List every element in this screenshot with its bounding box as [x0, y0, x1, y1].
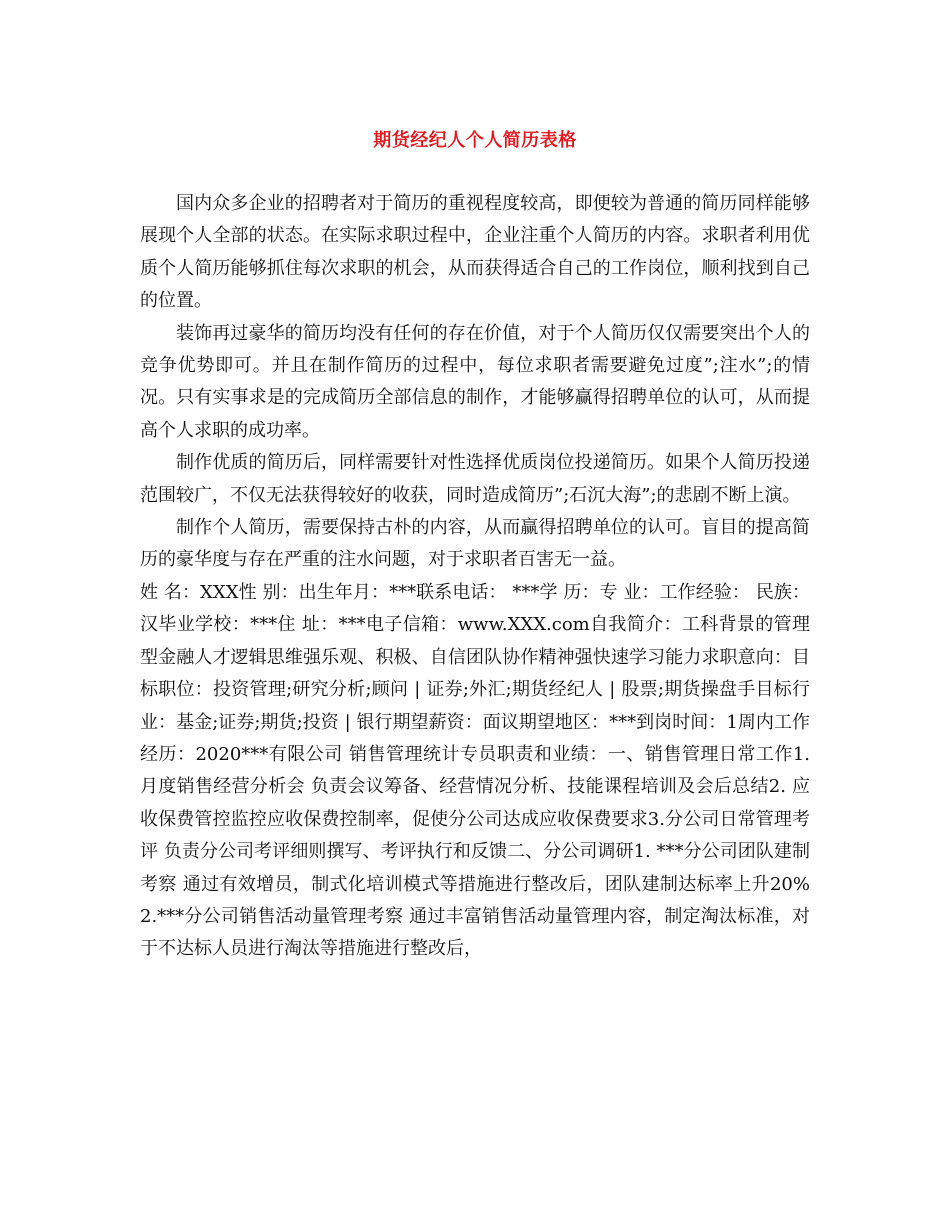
paragraph-decoration: 装饰再过豪华的简历均没有任何的存在价值，对于个人简历仅仅需要突出个人的竞争优势即可。并且在制作简历的过程中，每位求职者需要避免过度”;注水”;的情况。只有实事求是的完成简历全部信息的制作，才能够赢得招聘单位的认可，从而提高个人求职的成功率。 [140, 322, 810, 441]
resume-details: 姓 名：XXX性 别：出生年月：***联系电话： ***学 历：专 业：工作经验： 民族：汉毕业学校：***住 址：***电子信箱：www.XXX.com自我简介：工科背景的管理型金融人才逻辑思维强乐观、积极、自信团队协作精神强快速学习能力求职意向：目标职位：投资管理;研究分析;顾问 | 证券;外汇;期货经纪人 | 股票;期货操盘手目标行业：基金;证券;期货;投资 | 银行期望薪资：面议期望地区：***到岗时间：1周内工作经历：2020***有限公司 销售管理统计专员职责和业绩：一、销售管理日常工作1.月度销售经营分析会 负责会议筹备、经营情况分析、技能课程培训及会后总结2. 应收保费管控监控应收保费控制率，促使分公司达成应收保费要求3.分公司日常管理考评 负责分公司考评细则撰写、考评执行和反馈二、分公司调研1. ***分公司团队建制考察 通过有效增员，制式化培训模式等措施进行整改后，团队建制达标率上升20% 2.***分公司销售活动量管理考察 通过丰富销售活动量管理内容，制定淘汰标准，对于不达标人员进行淘汰等措施进行整改后， [140, 581, 810, 960]
document-body [140, 188, 810, 966]
page-title: 期货经纪人个人简历表格 [373, 130, 577, 151]
paragraph-simplicity: 制作个人简历，需要保持古朴的内容，从而赢得招聘单位的认可。盲目的提高简历的豪华度与存在严重的注水问题，对于求职者百害无一益。 [140, 517, 810, 571]
paragraph-intro: 国内众多企业的招聘者对于简历的重视程度较高，即便较为普通的简历同样能够展现个人全部的状态。在实际求职过程中，企业注重个人简历的内容。求职者利用优质个人简历能够抓住每次求职的机会，从而获得适合自己的工作岗位，顺利找到自己的位置。 [140, 193, 810, 312]
paragraph-targeting: 制作优质的简历后，同样需要针对性选择优质岗位投递简历。如果个人简历投递范围较广，不仅无法获得较好的收获，同时造成简历”;石沉大海”;的悲剧不断上演。 [140, 452, 810, 506]
